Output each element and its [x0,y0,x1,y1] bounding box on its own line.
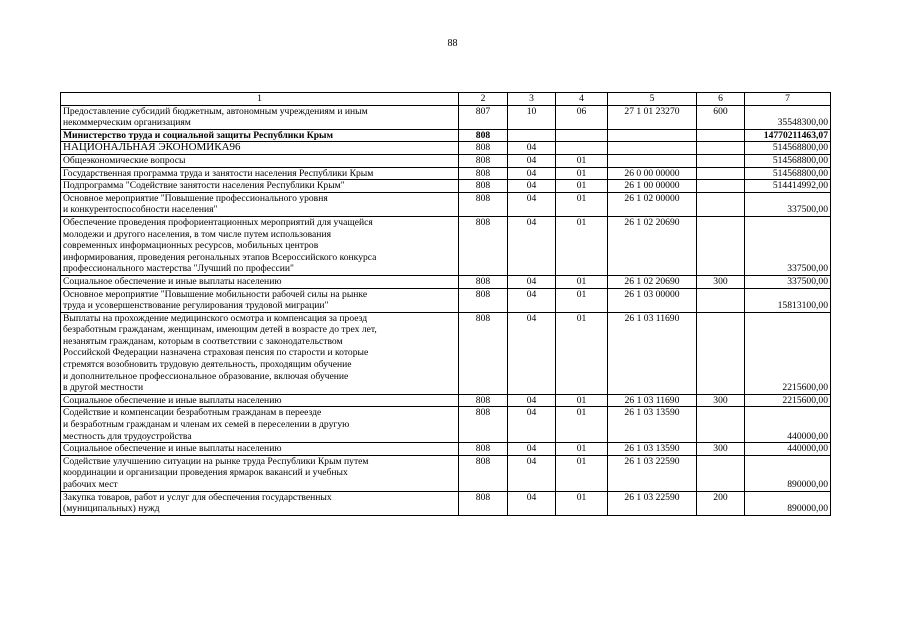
subsection-code: 01 [556,443,608,456]
page-number: 88 [447,38,458,49]
header-cell: 6 [697,93,745,106]
section-code: 04 [508,491,556,515]
target-article-code: 26 1 03 11690 [608,312,697,394]
ministry-code: 808 [459,275,508,288]
expense-type-code [697,455,745,491]
ministry-code: 807 [459,105,508,129]
subsection-code: 01 [556,180,608,193]
subsection-code: 01 [556,407,608,443]
subsection-code: 01 [556,275,608,288]
expense-type-code [697,180,745,193]
item-name: Содействие и компенсации безработным гражданам в переезде и безработным гражданам и членам их семей в переселении в другую местность для трудоустройства [61,407,459,443]
expense-type-code: 300 [697,443,745,456]
subsection-code [556,129,608,142]
target-article-code: 26 1 00 00000 [608,180,697,193]
section-code: 04 [508,312,556,394]
subsection-code: 01 [556,394,608,407]
header-cell: 7 [745,93,831,106]
expense-type-code [697,288,745,312]
target-article-code [608,142,697,155]
target-article-code: 26 0 00 00000 [608,167,697,180]
target-article-code: 27 1 01 23270 [608,105,697,129]
section-code: 04 [508,443,556,456]
ministry-code: 808 [459,154,508,167]
ministry-code: 808 [459,455,508,491]
table-row [61,105,831,129]
table-row [61,455,831,491]
subsection-code: 01 [556,288,608,312]
ministry-code: 808 [459,167,508,180]
target-article-code: 26 1 03 11690 [608,394,697,407]
budget-table [60,92,831,516]
table-row [61,154,831,167]
ministry-code: 808 [459,129,508,142]
item-name: Обеспечение проведения профориентационных мероприятий для учащейся молодежи и другого населения, в том числе путем использования современных информационных ресурсов, мобильных центров информирования, проведения регональных этапов Всероссийского конкурса профессионального мастерства "Лучший по профессии" [61,216,459,275]
item-name: Закупка товаров, работ и услуг для обеспечения государственных (муниципальных) нужд [61,491,459,515]
item-name: Министерство труда и социальной защиты Республики Крым [61,129,459,142]
ministry-code: 808 [459,312,508,394]
expense-type-code [697,129,745,142]
section-code: 04 [508,167,556,180]
header-cell: 3 [508,93,556,106]
table-row [61,192,831,216]
item-name: Выплаты на прохождение медицинского осмотра и компенсация за проезд безработным гражданам, женщинам, имеющим детей в возрасте до трех лет, незанятым гражданам, которым в соответствии с законодательством Российской Федерации назначена страховая пенсия по старости и которые стремятся возобновить трудовую деятельность, проходящим обучение и дополнительное профессиональное образование, включая обучение в другой местности [61,312,459,394]
expense-type-code: 300 [697,275,745,288]
amount: 514568800,00 [745,142,831,155]
target-article-code: 26 1 03 22590 [608,491,697,515]
subsection-code: 01 [556,312,608,394]
section-code: 04 [508,192,556,216]
target-article-code: 26 1 02 00000 [608,192,697,216]
table-row [61,167,831,180]
expense-type-code [697,192,745,216]
section-code: 04 [508,275,556,288]
ministry-code: 808 [459,142,508,155]
item-name: Основное мероприятие "Повышение мобильности рабочей силы на рынке труда и усовершенствование регулирования трудовой миграции" [61,288,459,312]
section-code: 04 [508,407,556,443]
ministry-code: 808 [459,180,508,193]
ministry-code: 808 [459,216,508,275]
section-code [508,129,556,142]
target-article-code: 26 1 02 20690 [608,216,697,275]
expense-type-code [697,154,745,167]
expense-type-code [697,142,745,155]
table-row [61,407,831,443]
expense-type-code: 600 [697,105,745,129]
amount: 35548300,00 [745,105,831,129]
subsection-code: 01 [556,216,608,275]
target-article-code: 26 1 02 20690 [608,275,697,288]
table-row [61,142,831,155]
table-row [61,443,831,456]
section-code: 04 [508,288,556,312]
item-name: Общеэкономические вопросы [61,154,459,167]
amount: 514568800,00 [745,167,831,180]
table-row [61,275,831,288]
amount: 337500,00 [745,192,831,216]
expense-type-code [697,167,745,180]
subsection-code: 01 [556,192,608,216]
table-row [61,394,831,407]
expense-type-code [697,312,745,394]
ministry-code: 808 [459,443,508,456]
ministry-code: 808 [459,491,508,515]
subsection-code: 01 [556,455,608,491]
amount: 440000,00 [745,443,831,456]
target-article-code [608,129,697,142]
section-code: 04 [508,180,556,193]
amount: 15813100,00 [745,288,831,312]
amount: 890000,00 [745,491,831,515]
item-name: Социальное обеспечение и иные выплаты населению [61,394,459,407]
section-code: 04 [508,216,556,275]
table-body [61,93,831,516]
target-article-code: 26 1 03 00000 [608,288,697,312]
table-row [61,491,831,515]
expense-type-code: 300 [697,394,745,407]
header-cell: 5 [608,93,697,106]
amount: 2215600,00 [745,394,831,407]
subsection-code: 01 [556,167,608,180]
subsection-code: 01 [556,154,608,167]
expense-type-code [697,407,745,443]
amount: 890000,00 [745,455,831,491]
item-name: Предоставление субсидий бюджетным, автономным учреждениям и иным некоммерческим организациям [61,105,459,129]
target-article-code: 26 1 03 13590 [608,407,697,443]
item-name: Подпрограмма "Содействие занятости населения Республики Крым" [61,180,459,193]
ministry-code: 808 [459,407,508,443]
section-code: 04 [508,455,556,491]
amount: 337500,00 [745,216,831,275]
subsection-code: 06 [556,105,608,129]
target-article-code: 26 1 03 22590 [608,455,697,491]
ministry-code: 808 [459,192,508,216]
amount: 2215600,00 [745,312,831,394]
header-cell: 2 [459,93,508,106]
header-cell: 1 [61,93,459,106]
section-code: 04 [508,394,556,407]
item-name: Государственная программа труда и занятости населения Республики Крым [61,167,459,180]
amount: 337500,00 [745,275,831,288]
amount: 440000,00 [745,407,831,443]
item-name: Основное мероприятие "Повышение профессионального уровня и конкурентоспособности населения" [61,192,459,216]
expense-type-code [697,216,745,275]
table-row [61,129,831,142]
ministry-code: 808 [459,288,508,312]
subsection-code: 01 [556,491,608,515]
table-row [61,312,831,394]
table-row [61,288,831,312]
item-name: Социальное обеспечение и иные выплаты населению [61,275,459,288]
table-row [61,216,831,275]
item-name: Социальное обеспечение и иные выплаты населению [61,443,459,456]
target-article-code: 26 1 03 13590 [608,443,697,456]
section-code: 04 [508,154,556,167]
target-article-code [608,154,697,167]
subsection-code [556,142,608,155]
amount: 14770211463,07 [745,129,831,142]
expense-type-code: 200 [697,491,745,515]
ministry-code: 808 [459,394,508,407]
amount: 514414992,00 [745,180,831,193]
item-name: НАЦИОНАЛЬНАЯ ЭКОНОМИКА96 [61,142,459,155]
header-row [61,93,831,106]
section-code: 04 [508,142,556,155]
section-code: 10 [508,105,556,129]
table-row [61,180,831,193]
amount: 514568800,00 [745,154,831,167]
header-cell: 4 [556,93,608,106]
item-name: Содействие улучшению ситуации на рынке труда Республики Крым путем координации и организации проведения ярмарок вакансий и учебных рабочих мест [61,455,459,491]
